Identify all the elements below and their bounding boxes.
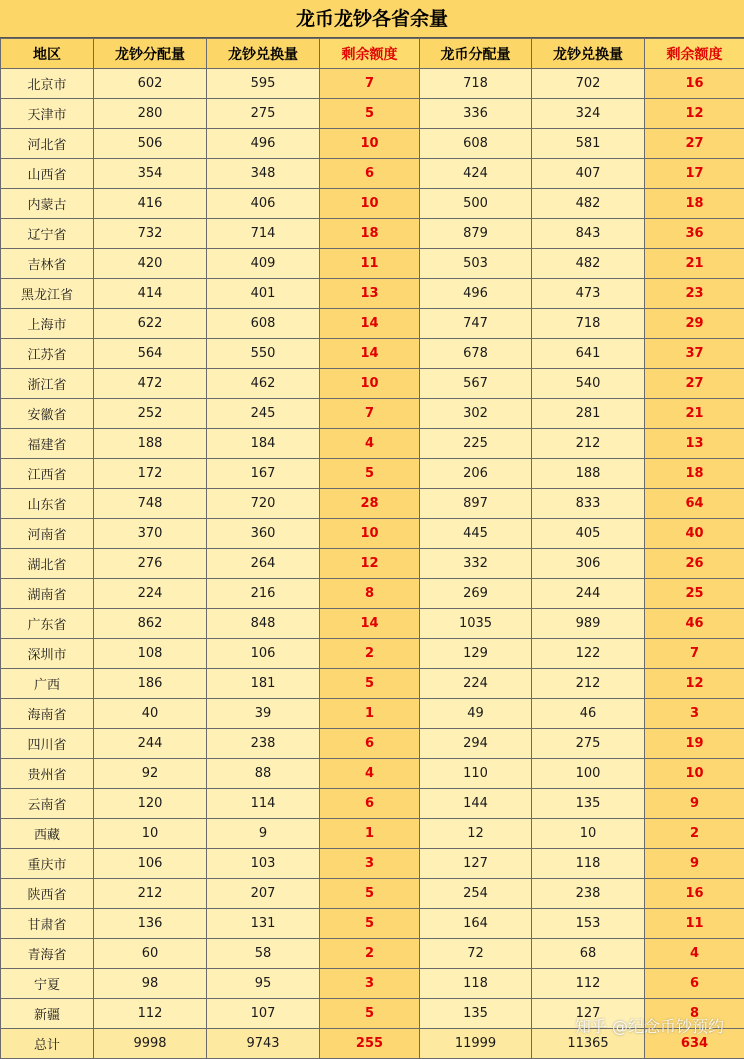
note-exchanged-cell: 848 [207, 609, 320, 639]
note-remaining-cell: 28 [320, 489, 420, 519]
region-cell: 广西 [1, 669, 94, 699]
note-exchanged-cell: 114 [207, 789, 320, 819]
coin-allocation-cell: 118 [420, 969, 532, 999]
coin-remaining-cell: 18 [645, 189, 744, 219]
note-allocation-cell: 224 [94, 579, 207, 609]
coin-remaining-cell: 16 [645, 879, 744, 909]
coin-remaining-cell: 27 [645, 129, 744, 159]
coin-exchanged-cell: 135 [532, 789, 645, 819]
note-allocation-cell: 244 [94, 729, 207, 759]
note-allocation-cell: 506 [94, 129, 207, 159]
coin-remaining-cell: 46 [645, 609, 744, 639]
coin-exchanged-cell: 702 [532, 69, 645, 99]
region-cell: 宁夏 [1, 969, 94, 999]
note-allocation-cell: 98 [94, 969, 207, 999]
column-header-coin-allocation: 龙币分配量 [420, 39, 532, 69]
coin-allocation-cell: 129 [420, 639, 532, 669]
note-remaining-cell: 6 [320, 159, 420, 189]
coin-exchanged-cell: 212 [532, 429, 645, 459]
note-allocation-cell: 92 [94, 759, 207, 789]
coin-exchanged-cell: 324 [532, 99, 645, 129]
note-remaining-cell: 7 [320, 69, 420, 99]
coin-allocation-cell: 269 [420, 579, 532, 609]
coin-allocation-cell: 332 [420, 549, 532, 579]
note-exchanged-cell: 58 [207, 939, 320, 969]
region-cell: 甘肃省 [1, 909, 94, 939]
coin-remaining-cell: 64 [645, 489, 744, 519]
note-allocation-cell: 414 [94, 279, 207, 309]
note-exchanged-cell: 131 [207, 909, 320, 939]
coin-allocation-cell: 496 [420, 279, 532, 309]
note-exchanged-cell: 95 [207, 969, 320, 999]
coin-exchanged-cell: 127 [532, 999, 645, 1029]
coin-allocation-cell: 49 [420, 699, 532, 729]
note-exchanged-cell: 238 [207, 729, 320, 759]
column-header-coin-exchanged: 龙钞兑换量 [532, 39, 645, 69]
note-exchanged-cell: 401 [207, 279, 320, 309]
coin-exchanged-cell: 405 [532, 519, 645, 549]
coin-exchanged-cell: 244 [532, 579, 645, 609]
region-cell: 江西省 [1, 459, 94, 489]
note-allocation-cell: 112 [94, 999, 207, 1029]
note-allocation-cell: 748 [94, 489, 207, 519]
coin-exchanged-cell: 407 [532, 159, 645, 189]
coin-exchanged-cell: 843 [532, 219, 645, 249]
coin-allocation-cell: 11999 [420, 1029, 532, 1059]
region-cell: 深圳市 [1, 639, 94, 669]
coin-remaining-cell: 12 [645, 99, 744, 129]
table-row [1, 999, 744, 1029]
region-cell: 四川省 [1, 729, 94, 759]
note-exchanged-cell: 184 [207, 429, 320, 459]
table-row [1, 309, 744, 339]
coin-exchanged-cell: 581 [532, 129, 645, 159]
coin-remaining-cell: 634 [645, 1029, 744, 1059]
note-exchanged-cell: 9743 [207, 1029, 320, 1059]
coin-remaining-cell: 2 [645, 819, 744, 849]
note-remaining-cell: 5 [320, 99, 420, 129]
note-exchanged-cell: 39 [207, 699, 320, 729]
coin-remaining-cell: 8 [645, 999, 744, 1029]
note-remaining-cell: 5 [320, 459, 420, 489]
note-exchanged-cell: 275 [207, 99, 320, 129]
note-allocation-cell: 212 [94, 879, 207, 909]
note-remaining-cell: 5 [320, 879, 420, 909]
coin-allocation-cell: 224 [420, 669, 532, 699]
table-row [1, 489, 744, 519]
quota-table [0, 38, 744, 1059]
note-remaining-cell: 10 [320, 189, 420, 219]
coin-remaining-cell: 36 [645, 219, 744, 249]
note-remaining-cell: 10 [320, 369, 420, 399]
table-row [1, 849, 744, 879]
region-cell: 云南省 [1, 789, 94, 819]
note-exchanged-cell: 264 [207, 549, 320, 579]
note-allocation-cell: 108 [94, 639, 207, 669]
note-exchanged-cell: 88 [207, 759, 320, 789]
region-cell: 北京市 [1, 69, 94, 99]
coin-exchanged-cell: 306 [532, 549, 645, 579]
note-exchanged-cell: 106 [207, 639, 320, 669]
table-row [1, 249, 744, 279]
coin-remaining-cell: 4 [645, 939, 744, 969]
table-row [1, 369, 744, 399]
table-row [1, 819, 744, 849]
region-cell: 新疆 [1, 999, 94, 1029]
note-remaining-cell: 1 [320, 819, 420, 849]
table-row [1, 339, 744, 369]
note-remaining-cell: 13 [320, 279, 420, 309]
coin-allocation-cell: 336 [420, 99, 532, 129]
column-header-note-allocation: 龙钞分配量 [94, 39, 207, 69]
note-remaining-cell: 14 [320, 339, 420, 369]
region-cell: 吉林省 [1, 249, 94, 279]
column-header-coin-remaining: 剩余额度 [645, 39, 744, 69]
note-exchanged-cell: 409 [207, 249, 320, 279]
note-allocation-cell: 862 [94, 609, 207, 639]
region-cell: 天津市 [1, 99, 94, 129]
note-remaining-cell: 3 [320, 849, 420, 879]
coin-allocation-cell: 110 [420, 759, 532, 789]
table-row [1, 639, 744, 669]
note-remaining-cell: 2 [320, 639, 420, 669]
region-cell: 河南省 [1, 519, 94, 549]
coin-allocation-cell: 12 [420, 819, 532, 849]
table-row [1, 699, 744, 729]
coin-remaining-cell: 23 [645, 279, 744, 309]
coin-allocation-cell: 1035 [420, 609, 532, 639]
coin-allocation-cell: 879 [420, 219, 532, 249]
coin-allocation-cell: 424 [420, 159, 532, 189]
note-remaining-cell: 5 [320, 999, 420, 1029]
region-cell: 西藏 [1, 819, 94, 849]
coin-remaining-cell: 10 [645, 759, 744, 789]
coin-remaining-cell: 21 [645, 249, 744, 279]
coin-exchanged-cell: 281 [532, 399, 645, 429]
note-exchanged-cell: 462 [207, 369, 320, 399]
coin-exchanged-cell: 718 [532, 309, 645, 339]
note-exchanged-cell: 216 [207, 579, 320, 609]
region-cell: 安徽省 [1, 399, 94, 429]
region-cell: 山西省 [1, 159, 94, 189]
note-allocation-cell: 40 [94, 699, 207, 729]
note-remaining-cell: 6 [320, 729, 420, 759]
coin-remaining-cell: 40 [645, 519, 744, 549]
note-exchanged-cell: 103 [207, 849, 320, 879]
table-row [1, 399, 744, 429]
note-remaining-cell: 8 [320, 579, 420, 609]
coin-remaining-cell: 11 [645, 909, 744, 939]
table-row [1, 789, 744, 819]
coin-exchanged-cell: 153 [532, 909, 645, 939]
note-allocation-cell: 416 [94, 189, 207, 219]
coin-remaining-cell: 19 [645, 729, 744, 759]
region-cell: 河北省 [1, 129, 94, 159]
note-allocation-cell: 420 [94, 249, 207, 279]
table-row [1, 939, 744, 969]
coin-exchanged-cell: 46 [532, 699, 645, 729]
coin-remaining-cell: 18 [645, 459, 744, 489]
coin-exchanged-cell: 100 [532, 759, 645, 789]
note-remaining-cell: 14 [320, 609, 420, 639]
coin-allocation-cell: 225 [420, 429, 532, 459]
note-allocation-cell: 172 [94, 459, 207, 489]
coin-exchanged-cell: 473 [532, 279, 645, 309]
note-exchanged-cell: 245 [207, 399, 320, 429]
note-exchanged-cell: 406 [207, 189, 320, 219]
coin-exchanged-cell: 122 [532, 639, 645, 669]
note-exchanged-cell: 608 [207, 309, 320, 339]
table-row [1, 69, 744, 99]
note-exchanged-cell: 207 [207, 879, 320, 909]
table-row [1, 669, 744, 699]
coin-allocation-cell: 608 [420, 129, 532, 159]
note-allocation-cell: 276 [94, 549, 207, 579]
note-allocation-cell: 10 [94, 819, 207, 849]
table-row [1, 279, 744, 309]
coin-allocation-cell: 127 [420, 849, 532, 879]
note-remaining-cell: 10 [320, 129, 420, 159]
region-cell: 广东省 [1, 609, 94, 639]
coin-remaining-cell: 26 [645, 549, 744, 579]
total-row [1, 1029, 744, 1059]
note-allocation-cell: 602 [94, 69, 207, 99]
table-row [1, 219, 744, 249]
coin-allocation-cell: 897 [420, 489, 532, 519]
note-remaining-cell: 10 [320, 519, 420, 549]
header-row [1, 39, 744, 69]
table-row [1, 459, 744, 489]
coin-exchanged-cell: 482 [532, 189, 645, 219]
coin-allocation-cell: 294 [420, 729, 532, 759]
note-allocation-cell: 186 [94, 669, 207, 699]
note-allocation-cell: 280 [94, 99, 207, 129]
note-remaining-cell: 11 [320, 249, 420, 279]
coin-remaining-cell: 37 [645, 339, 744, 369]
region-cell: 湖南省 [1, 579, 94, 609]
column-header-region: 地区 [1, 39, 94, 69]
coin-exchanged-cell: 989 [532, 609, 645, 639]
coin-exchanged-cell: 10 [532, 819, 645, 849]
coin-remaining-cell: 3 [645, 699, 744, 729]
region-cell: 江苏省 [1, 339, 94, 369]
table-body [1, 69, 744, 1059]
coin-exchanged-cell: 68 [532, 939, 645, 969]
coin-exchanged-cell: 482 [532, 249, 645, 279]
region-cell: 浙江省 [1, 369, 94, 399]
coin-remaining-cell: 6 [645, 969, 744, 999]
table-row [1, 609, 744, 639]
coin-allocation-cell: 567 [420, 369, 532, 399]
coin-remaining-cell: 29 [645, 309, 744, 339]
note-remaining-cell: 4 [320, 429, 420, 459]
note-allocation-cell: 732 [94, 219, 207, 249]
table-row [1, 519, 744, 549]
table-row [1, 579, 744, 609]
coin-allocation-cell: 135 [420, 999, 532, 1029]
note-allocation-cell: 106 [94, 849, 207, 879]
note-allocation-cell: 9998 [94, 1029, 207, 1059]
region-cell: 青海省 [1, 939, 94, 969]
note-allocation-cell: 370 [94, 519, 207, 549]
coin-allocation-cell: 445 [420, 519, 532, 549]
coin-exchanged-cell: 275 [532, 729, 645, 759]
region-cell: 总计 [1, 1029, 94, 1059]
note-allocation-cell: 472 [94, 369, 207, 399]
coin-remaining-cell: 7 [645, 639, 744, 669]
note-remaining-cell: 6 [320, 789, 420, 819]
coin-remaining-cell: 21 [645, 399, 744, 429]
coin-exchanged-cell: 112 [532, 969, 645, 999]
region-cell: 福建省 [1, 429, 94, 459]
region-cell: 陕西省 [1, 879, 94, 909]
note-remaining-cell: 5 [320, 669, 420, 699]
region-cell: 内蒙古 [1, 189, 94, 219]
region-cell: 海南省 [1, 699, 94, 729]
table-row [1, 879, 744, 909]
note-remaining-cell: 4 [320, 759, 420, 789]
coin-exchanged-cell: 212 [532, 669, 645, 699]
note-exchanged-cell: 181 [207, 669, 320, 699]
note-remaining-cell: 12 [320, 549, 420, 579]
table-row [1, 549, 744, 579]
table-row [1, 159, 744, 189]
coin-exchanged-cell: 118 [532, 849, 645, 879]
note-allocation-cell: 188 [94, 429, 207, 459]
coin-allocation-cell: 718 [420, 69, 532, 99]
coin-allocation-cell: 302 [420, 399, 532, 429]
coin-allocation-cell: 254 [420, 879, 532, 909]
column-header-note-remaining: 剩余额度 [320, 39, 420, 69]
note-allocation-cell: 622 [94, 309, 207, 339]
note-exchanged-cell: 720 [207, 489, 320, 519]
table-row [1, 429, 744, 459]
coin-exchanged-cell: 188 [532, 459, 645, 489]
coin-remaining-cell: 13 [645, 429, 744, 459]
region-cell: 湖北省 [1, 549, 94, 579]
note-remaining-cell: 3 [320, 969, 420, 999]
note-exchanged-cell: 714 [207, 219, 320, 249]
note-exchanged-cell: 360 [207, 519, 320, 549]
note-remaining-cell: 5 [320, 909, 420, 939]
column-header-note-exchanged: 龙钞兑换量 [207, 39, 320, 69]
coin-allocation-cell: 72 [420, 939, 532, 969]
note-exchanged-cell: 107 [207, 999, 320, 1029]
coin-remaining-cell: 17 [645, 159, 744, 189]
note-exchanged-cell: 9 [207, 819, 320, 849]
note-remaining-cell: 7 [320, 399, 420, 429]
watermark: 知乎 @纪念币钞预约 [574, 1017, 724, 1036]
table-title: 龙币龙钞各省余量 [0, 0, 744, 38]
note-remaining-cell: 18 [320, 219, 420, 249]
coin-remaining-cell: 27 [645, 369, 744, 399]
region-cell: 上海市 [1, 309, 94, 339]
region-cell: 黑龙江省 [1, 279, 94, 309]
note-remaining-cell: 2 [320, 939, 420, 969]
table-row [1, 729, 744, 759]
coin-remaining-cell: 9 [645, 849, 744, 879]
note-allocation-cell: 120 [94, 789, 207, 819]
coin-exchanged-cell: 833 [532, 489, 645, 519]
note-remaining-cell: 1 [320, 699, 420, 729]
coin-allocation-cell: 206 [420, 459, 532, 489]
coin-allocation-cell: 747 [420, 309, 532, 339]
table-row [1, 129, 744, 159]
note-exchanged-cell: 167 [207, 459, 320, 489]
coin-allocation-cell: 164 [420, 909, 532, 939]
coin-allocation-cell: 503 [420, 249, 532, 279]
note-allocation-cell: 60 [94, 939, 207, 969]
table-row [1, 759, 744, 789]
note-exchanged-cell: 348 [207, 159, 320, 189]
coin-remaining-cell: 25 [645, 579, 744, 609]
note-allocation-cell: 252 [94, 399, 207, 429]
region-cell: 山东省 [1, 489, 94, 519]
coin-exchanged-cell: 641 [532, 339, 645, 369]
note-exchanged-cell: 595 [207, 69, 320, 99]
coin-allocation-cell: 678 [420, 339, 532, 369]
coin-exchanged-cell: 540 [532, 369, 645, 399]
table-row [1, 99, 744, 129]
note-exchanged-cell: 496 [207, 129, 320, 159]
region-cell: 贵州省 [1, 759, 94, 789]
region-cell: 辽宁省 [1, 219, 94, 249]
note-remaining-cell: 14 [320, 309, 420, 339]
note-exchanged-cell: 550 [207, 339, 320, 369]
coin-allocation-cell: 144 [420, 789, 532, 819]
note-allocation-cell: 136 [94, 909, 207, 939]
note-allocation-cell: 564 [94, 339, 207, 369]
coin-allocation-cell: 500 [420, 189, 532, 219]
coin-remaining-cell: 12 [645, 669, 744, 699]
table-row [1, 909, 744, 939]
coin-exchanged-cell: 11365 [532, 1029, 645, 1059]
region-cell: 重庆市 [1, 849, 94, 879]
table-row [1, 969, 744, 999]
table-row [1, 189, 744, 219]
note-allocation-cell: 354 [94, 159, 207, 189]
coin-remaining-cell: 9 [645, 789, 744, 819]
coin-remaining-cell: 16 [645, 69, 744, 99]
note-remaining-cell: 255 [320, 1029, 420, 1059]
coin-exchanged-cell: 238 [532, 879, 645, 909]
